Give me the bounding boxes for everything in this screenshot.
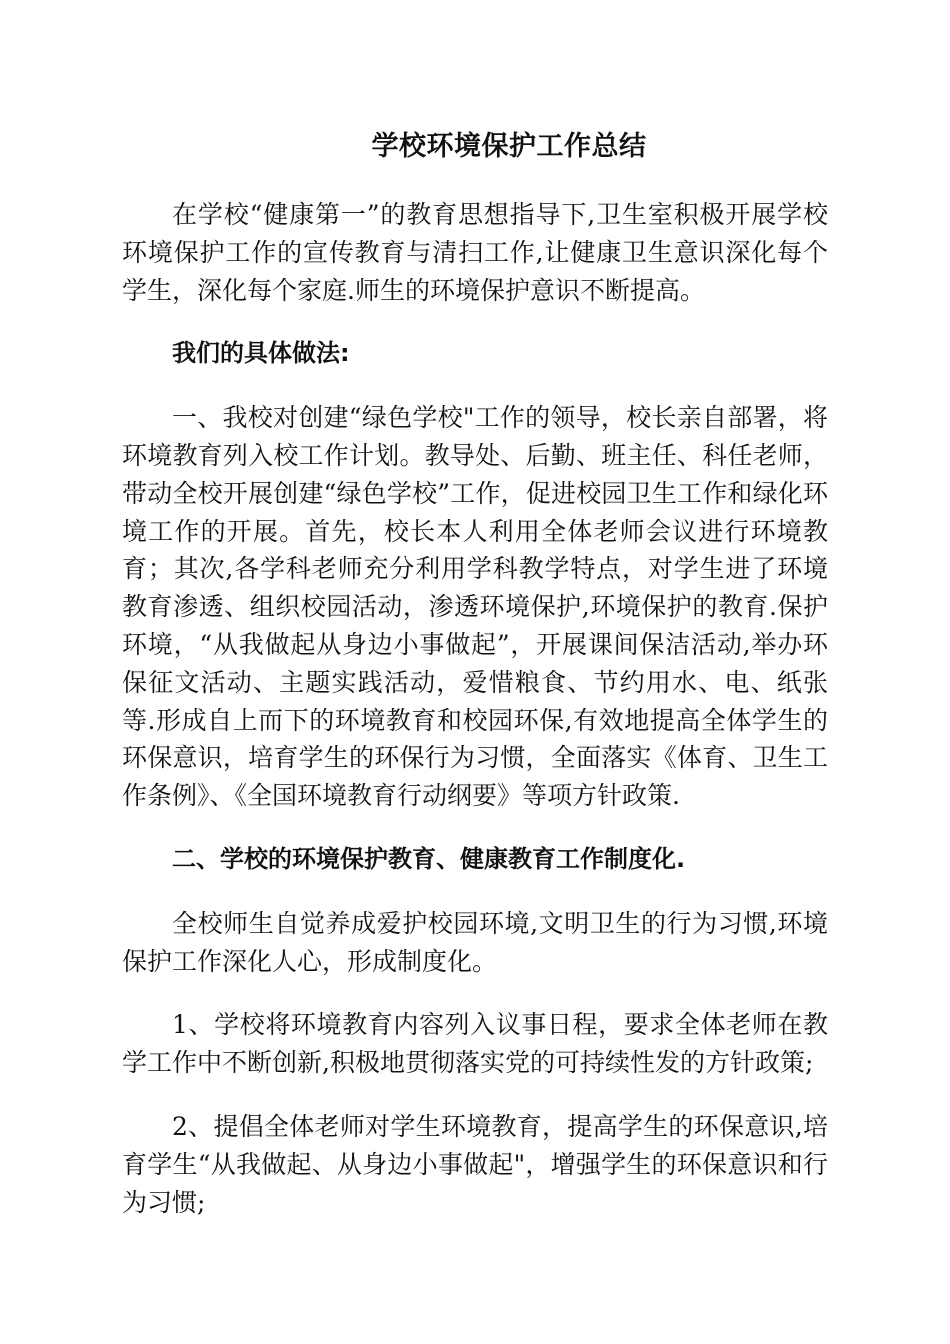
- item-two-paragraph: 2、提倡全体老师对学生环境教育，提高学生的环保意识,培育学生“从我做起、从身边小事做起"，增强学生的环保意识和行为习惯;: [122, 1111, 828, 1217]
- intro-paragraph: 在学校“健康第一”的教育思想指导下,卫生室积极开展学校环境保护工作的宣传教育与清扫工作,让健康卫生意识深化每个学生，深化每个家庭.师生的环境保护意识不断提高。: [122, 200, 828, 305]
- item-one-paragraph: 1、学校将环境教育内容列入议事日程，要求全体老师在教学工作中不断创新,积极地贯彻落实党的可持续性发的方针政策;: [122, 1010, 828, 1078]
- section-one-paragraph: 一、我校对创建“绿色学校"工作的领导，校长亲自部署，将环境教育列入校工作计划。教导处、后勤、班主任、科任老师，带动全校开展创建“绿色学校”工作，促进校园卫生工作和绿化环境工作的开展。首先，校长本人利用全体老师会议进行环境教育；其次,各学科老师充分利用学科教学特点，对学生进了环境教育渗透、组织校园活动，渗透环境保护,环境保护的教育.保护环境，“从我做起从身边小事做起”，开展课间保洁活动,举办环保征文活动、主题实践活动，爱惜粮食、节约用水、电、纸张等.形成自上而下的环境教育和校园环保,有效地提高全体学生的环保意识，培育学生的环保行为习惯，全面落实《体育、卫生工作条例》、《全国环境教育行动纲要》等项方针政策.: [122, 403, 828, 811]
- document-title: 学校环境保护工作总结: [371, 131, 647, 162]
- document-body: [122, 196, 828, 1221]
- section-two-heading: 二、学校的环境保护教育、健康教育工作制度化.: [172, 844, 686, 873]
- section-two-paragraph: 全校师生自觉养成爱护校园环境,文明卫生的行为习惯,环境保护工作深化人心，形成制度化。: [122, 908, 828, 976]
- methods-heading: 我们的具体做法:: [172, 339, 350, 368]
